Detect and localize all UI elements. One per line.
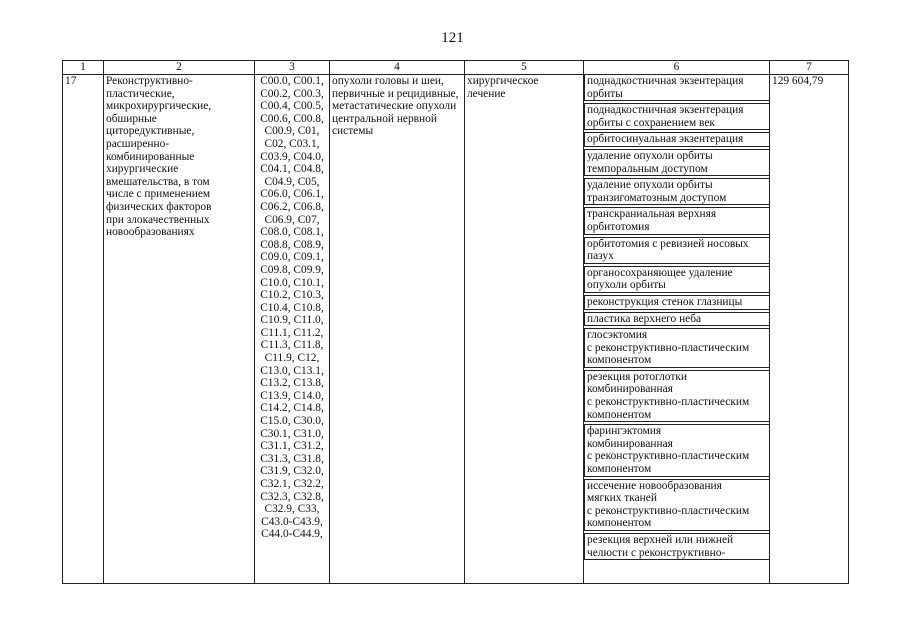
icd-code-line: C43.0-C43.9, xyxy=(261,515,323,528)
treatment-method-item xyxy=(584,237,770,264)
icd-codes-text xyxy=(257,75,327,541)
treatment-method-line: орбиты xyxy=(587,87,623,100)
treatment-type-text xyxy=(467,75,581,100)
icd-code-line: C13.0, C13.1, xyxy=(260,364,324,377)
column-header-5: 5 xyxy=(465,61,584,75)
treatment-method-line: комбинированная xyxy=(587,437,673,450)
icd-code-line: C10.4, C10.8, xyxy=(260,301,324,314)
treatment-method-line: пластика верхнего неба xyxy=(587,312,702,325)
treatment-method-item xyxy=(584,479,770,531)
intervention-name-line: циторедуктивные, xyxy=(106,125,195,138)
treatment-method-line: транзигоматозным доступом xyxy=(587,191,727,204)
treatment-method-line: резекция верхней или нижней xyxy=(587,534,734,546)
treatment-method-item xyxy=(584,75,770,101)
treatment-method-item xyxy=(584,266,770,293)
column-header-1: 1 xyxy=(63,61,104,75)
intervention-name-line: вмешательства, в том xyxy=(106,175,210,188)
icd-code-line: C10.0, C10.1, xyxy=(260,276,324,289)
treatment-method-item xyxy=(584,370,770,422)
icd-code-line: C32.3, C32.8, xyxy=(260,490,324,503)
treatment-method-line: с реконструктивно-пластическим xyxy=(587,396,750,409)
icd-code-line: C04.9, C05, xyxy=(264,175,320,188)
icd-code-line: C00.0, C00.1, xyxy=(260,75,324,87)
treatment-type-line: хирургическое xyxy=(467,75,539,87)
treatment-method-item xyxy=(584,132,770,147)
icd-code-line: C11.9, C12, xyxy=(264,352,320,365)
treatment-method-line: орбиты с сохранением век xyxy=(587,116,715,129)
cost-cell: 129 604,79 xyxy=(770,75,849,584)
treatment-method-item xyxy=(584,424,770,476)
icd-code-line: C31.9, C32.0, xyxy=(260,465,324,478)
icd-code-line: C13.9, C14.0, xyxy=(260,389,324,402)
diagnosis-cell xyxy=(330,75,465,584)
treatment-method-line: транскраниальная верхняя xyxy=(587,208,717,221)
icd-code-line: C00.4, C00.5, xyxy=(260,100,324,113)
treatment-method-item xyxy=(584,312,770,327)
treatment-method-line: удаление опухоли орбиты xyxy=(587,179,713,192)
icd-code-line: C00.6, C00.8, xyxy=(260,112,324,125)
treatment-type-cell xyxy=(465,75,584,584)
icd-code-line: C10.9, C11.0, xyxy=(260,314,324,327)
icd-code-line: C10.2, C10.3, xyxy=(260,289,324,302)
treatment-method-line: резекция ротоглотки xyxy=(587,370,687,383)
treatment-method-item xyxy=(584,103,770,130)
treatment-method-line: опухоли орбиты xyxy=(587,279,666,292)
row-number-cell: 17 xyxy=(63,75,104,584)
page-number: 121 xyxy=(441,30,464,46)
treatment-method-line: поднадкостничная экзентерация xyxy=(587,75,744,87)
treatment-method-line: иссечение новообразования xyxy=(587,479,722,492)
icd-code-line: C00.2, C00.3, xyxy=(260,87,324,100)
intervention-name-line: пластические, xyxy=(106,87,175,100)
treatment-method-item xyxy=(584,149,770,176)
treatment-method-line: с реконструктивно-пластическим xyxy=(587,450,750,463)
treatment-method-line: с реконструктивно-пластическим xyxy=(587,341,750,354)
treatment-method-item xyxy=(584,328,770,368)
treatment-method-item xyxy=(584,533,770,560)
intervention-name-line: при злокачественных xyxy=(106,213,210,226)
diagnosis-line: системы xyxy=(332,125,374,138)
treatment-type-line: лечение xyxy=(467,87,506,100)
icd-code-line: C06.2, C06.8, xyxy=(260,200,324,213)
treatment-method-line: комбинированная xyxy=(587,383,673,396)
treatment-method-line: с реконструктивно-пластическим xyxy=(587,504,750,517)
icd-code-line: C11.1, C11.2, xyxy=(260,326,324,339)
icd-code-line: C06.0, C06.1, xyxy=(260,188,324,201)
treatment-method-line: орбитосинуальная экзентерация xyxy=(587,133,744,146)
intervention-name-line: новообразованиях xyxy=(106,226,195,239)
treatment-method-line: пазух xyxy=(587,250,614,263)
treatment-method-line: орбитотомия с ревизией носовых xyxy=(587,237,749,250)
treatment-method-line: компонентом xyxy=(587,354,652,367)
treatment-method-line: глосэктомия xyxy=(587,329,648,342)
table-row xyxy=(63,75,849,584)
intervention-name-line: микрохирургические, xyxy=(106,100,212,113)
intervention-name-line: комбинированные xyxy=(106,150,195,163)
diagnosis-line: метастатические опухоли xyxy=(332,100,457,113)
treatment-method-line: поднадкостничная экзентерация xyxy=(587,104,744,117)
medical-care-table xyxy=(62,60,849,584)
diagnosis-line: первичные и рецидивные, xyxy=(332,87,459,100)
treatment-method-line: мягких тканей xyxy=(587,492,657,505)
intervention-name-text xyxy=(106,75,252,239)
intervention-name-line: числе с применением xyxy=(106,188,211,201)
icd-code-line: C04.1, C04.8, xyxy=(260,163,324,176)
icd-code-line: C31.1, C31.2, xyxy=(260,440,324,453)
intervention-name-line: расширенно- xyxy=(106,137,170,150)
treatment-method-line: реконструкция стенок глазницы xyxy=(587,295,743,308)
icd-code-line: C32.9, C33, xyxy=(264,503,320,516)
column-number-row xyxy=(63,61,849,75)
treatment-method-item xyxy=(584,207,770,234)
treatment-methods-cell xyxy=(584,75,770,584)
icd-code-line: C44.0-C44.9, xyxy=(261,528,323,541)
intervention-name-cell xyxy=(104,75,255,584)
treatment-methods-list xyxy=(584,75,769,560)
icd-code-line: C14.2, C14.8, xyxy=(260,402,324,415)
column-header-3: 3 xyxy=(255,61,330,75)
icd-code-line: C32.1, C32.2, xyxy=(260,478,324,490)
icd-code-line: C09.0, C09.1, xyxy=(260,251,324,264)
diagnosis-line: центральной нервной xyxy=(332,112,437,125)
treatment-method-line: компонентом xyxy=(587,463,652,476)
column-header-2: 2 xyxy=(104,61,255,75)
icd-code-line: C13.2, C13.8, xyxy=(260,377,324,390)
treatment-method-line: удаление опухоли орбиты xyxy=(587,149,713,162)
icd-code-line: C09.8, C09.9, xyxy=(260,263,324,276)
treatment-method-line: орбитотомия xyxy=(587,220,650,233)
treatment-method-line: фарингэктомия xyxy=(587,425,662,438)
treatment-method-line: компонентом xyxy=(587,408,652,421)
icd-code-line: C00.9, C01, xyxy=(264,125,320,138)
icd-code-line: C30.1, C31.0, xyxy=(260,427,324,440)
intervention-name-line: обширные xyxy=(106,112,157,125)
intervention-name-line: Реконструктивно- xyxy=(106,75,193,87)
icd-code-line: C15.0, C30.0, xyxy=(260,415,324,428)
diagnosis-text xyxy=(332,75,462,138)
diagnosis-line: опухоли головы и шеи, xyxy=(332,75,444,87)
icd-code-line: C11.3, C11.8, xyxy=(260,339,324,352)
intervention-name-line: физических факторов xyxy=(106,200,212,213)
icd-code-line: C31.3, C31.8, xyxy=(260,452,324,465)
column-header-6: 6 xyxy=(584,61,770,75)
column-header-4: 4 xyxy=(330,61,465,75)
icd-code-line: C03.9, C04.0, xyxy=(260,150,324,163)
icd-code-line: C06.9, C07, xyxy=(264,213,320,226)
icd-code-line: C08.8, C08.9, xyxy=(260,238,324,251)
treatment-method-item xyxy=(584,295,770,310)
column-header-7: 7 xyxy=(770,61,849,75)
treatment-method-line: темпоральным доступом xyxy=(587,162,708,175)
treatment-method-item xyxy=(584,178,770,205)
intervention-name-line: хирургические xyxy=(106,163,179,176)
treatment-method-line: компонентом xyxy=(587,517,652,530)
icd-codes-cell xyxy=(255,75,330,584)
icd-code-line: C02, C03.1, xyxy=(264,137,320,150)
treatment-method-line: органосохраняющее удаление xyxy=(587,266,733,279)
icd-code-line: C08.0, C08.1, xyxy=(260,226,324,239)
treatment-method-line: челюсти с реконструктивно- xyxy=(587,546,726,559)
